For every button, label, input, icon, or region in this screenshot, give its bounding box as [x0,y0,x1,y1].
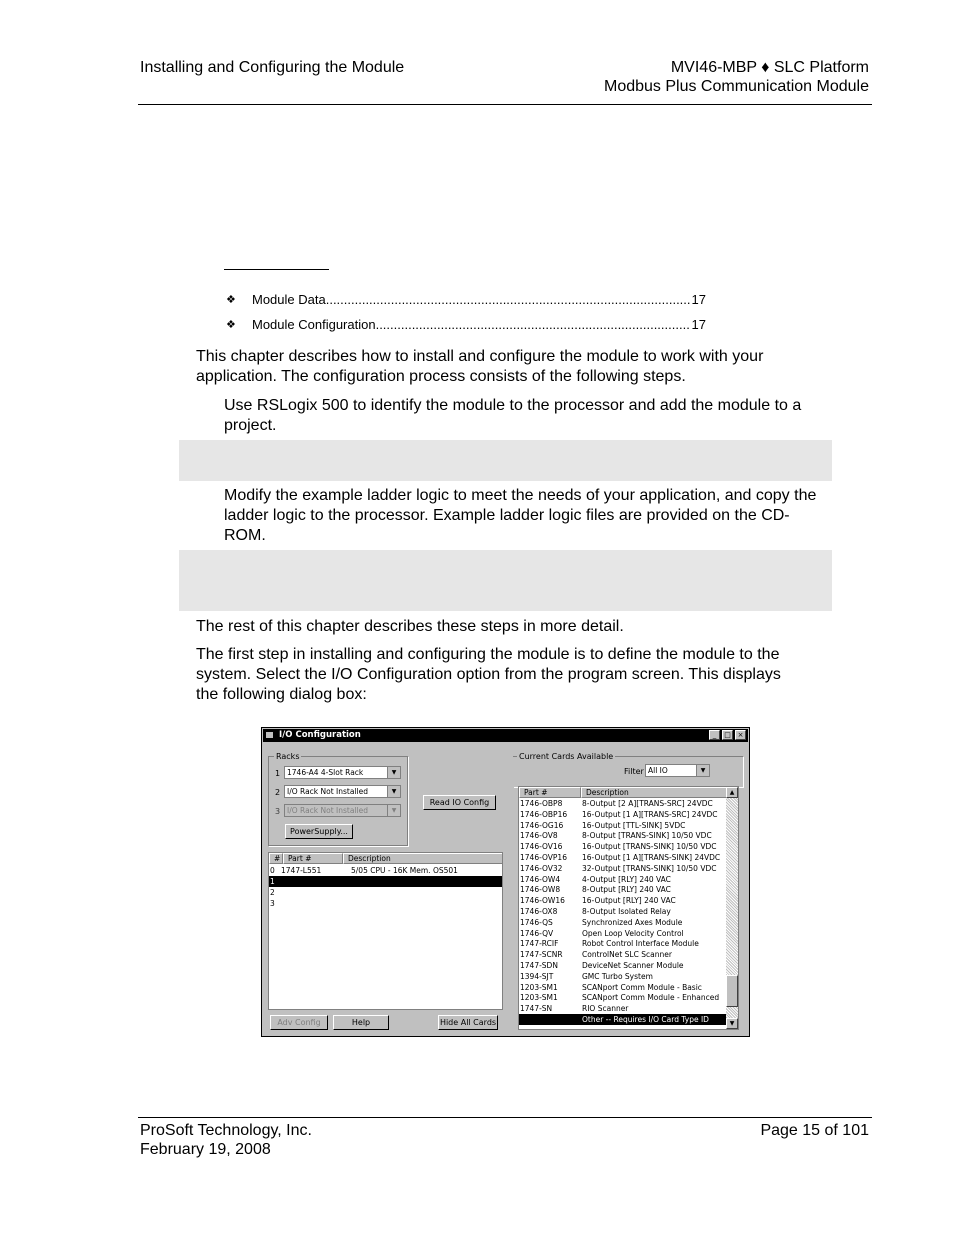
scroll-up-icon[interactable]: ▲ [726,787,738,798]
slot-number: 0 [270,866,275,875]
header-rule [138,104,872,105]
power-supply-button[interactable]: PowerSupply... [285,824,353,839]
slot-part: 1747-L551 [281,866,322,875]
table-row[interactable] [519,895,726,906]
card-part: 1747-SDN [520,961,558,970]
maximize-icon[interactable]: □ [722,730,733,740]
app-icon [266,732,273,738]
table-row[interactable] [269,876,502,887]
slot-number: 3 [270,899,275,908]
toc-page: 17 [691,292,706,307]
card-description: 16-Output [RLY] 240 VAC [582,896,676,906]
chevron-down-icon[interactable]: ▼ [387,767,400,778]
card-description: 16-Output [1 A][TRANS-SINK] 24VDC [582,853,721,862]
help-button[interactable]: Help [333,1015,389,1030]
column-header[interactable]: Part # [519,787,581,798]
card-description: 32-Output [TRANS-SINK] 10/50 VDC [582,863,717,873]
card-part: 1746-OV16 [520,842,563,852]
toc-rule [224,269,329,270]
rack-number: 3 [275,807,281,816]
card-part: 1746-OVP16 [520,853,567,862]
card-part: 1746-QV [520,928,554,938]
toc-label: Module Data [252,292,326,307]
rack-2-select[interactable] [284,785,401,798]
table-row[interactable] [519,971,726,982]
rack-3-value: I/O Rack Not Installed [287,806,368,815]
table-row[interactable] [519,949,726,960]
rack-number: 2 [275,788,281,797]
card-description: 8-Output Isolated Relay [582,907,671,916]
cards-scrollbar[interactable] [726,787,738,1029]
card-description: 4-Output [RLY] 240 VAC [582,874,671,884]
table-row[interactable] [519,809,726,820]
first-step-paragraph: The first step in installing and configuring the module is to define the module to the system. Select the I/O Configuration option from the program screen. This displays the following dialog box: [196,646,781,703]
table-row[interactable] [519,982,726,993]
card-description: SCANport Comm Module - Basic [582,982,702,992]
rack-1-value: 1746-A4 4-Slot Rack [287,768,364,777]
table-row[interactable] [519,798,726,809]
close-icon[interactable]: × [735,730,746,740]
cards-group-label: Current Cards Available [519,752,614,761]
column-header[interactable]: # [269,853,283,864]
toc-leader [326,292,690,308]
card-part: 1746-OX8 [520,907,558,916]
table-row[interactable] [519,841,726,852]
hide-all-cards-button[interactable]: Hide All Cards [438,1015,498,1030]
card-part: 1394-SJT [520,971,554,981]
table-row[interactable] [519,960,726,971]
table-row[interactable] [519,884,726,895]
card-part: 1747-SN [520,1004,553,1014]
card-part: 1746-OW4 [520,874,561,884]
card-part: 1203-SM1 [520,993,558,1003]
card-description: 16-Output [TTL-SINK] 5VDC [582,820,686,830]
toc-bullet-icon: ❖ [226,319,236,331]
header-section-title: Installing and Configuring the Module [140,59,405,76]
table-row[interactable] [519,1014,726,1025]
table-row[interactable] [519,928,726,939]
table-row[interactable] [269,865,502,876]
step-1: Use RSLogix 500 to identify the module to the processor and add the module to a project. [224,397,802,434]
chevron-down-icon[interactable]: ▼ [696,765,709,776]
card-part: 1746-OW8 [520,885,561,895]
filter-label: Filter [624,767,644,776]
table-row[interactable] [519,917,726,928]
scroll-down-icon[interactable]: ▼ [726,1018,738,1029]
card-description: 8-Output [TRANS-SINK] 10/50 VDC [582,831,712,841]
header-product: MVI46-MBP ♦ SLC Platform [670,59,869,76]
shaded-box [179,440,832,481]
card-part: 1746-QS [520,917,553,927]
slots-list[interactable] [268,852,503,1010]
minimize-icon[interactable]: _ [709,730,720,740]
rest-paragraph: The rest of this chapter describes these steps in more detail. [196,618,624,635]
scroll-thumb[interactable] [726,975,738,1007]
rack-1-select[interactable] [284,766,401,779]
column-header[interactable]: Description [581,787,728,798]
column-header[interactable]: Description [343,853,503,864]
cards-list[interactable] [518,786,739,1030]
card-description: Synchronized Axes Module [582,917,683,927]
footer-rule [138,1117,872,1118]
card-description: 8-Output [2 A][TRANS-SRC] 24VDC [582,799,713,808]
footer-date: February 19, 2008 [140,1141,271,1158]
footer-company: ProSoft Technology, Inc. [140,1122,312,1139]
card-part: 1746-OW16 [520,896,565,906]
racks-group-label: Racks [276,752,300,761]
rack-number: 1 [275,769,281,778]
card-part: 1746-OV32 [520,863,563,873]
card-part: 1746-OV8 [520,831,558,841]
chevron-down-icon: ▼ [387,805,400,816]
table-row[interactable] [519,830,726,841]
table-row[interactable] [269,898,502,909]
table-row[interactable] [519,992,726,1003]
read-io-config-button[interactable]: Read IO Config [423,795,496,810]
filter-select[interactable] [645,764,710,777]
card-part: 1746-OBP8 [520,799,563,808]
card-description: RIO Scanner [582,1004,629,1014]
table-row[interactable] [519,906,726,917]
filter-value: All IO [648,766,668,775]
rack-3-select [284,804,401,817]
toc-entry[interactable] [226,292,706,308]
card-description: Other -- Requires I/O Card Type ID [582,1015,709,1024]
toc-leader [376,317,690,333]
card-part: 1746-OBP16 [520,809,568,819]
card-description: DeviceNet Scanner Module [582,961,684,970]
card-description: GMC Turbo System [582,971,653,981]
shaded-box [179,550,832,611]
slot-description: 5/05 CPU - 16K Mem. OS501 [351,866,458,875]
dialog-title: I/O Configuration [279,730,361,740]
card-part: 1746-OG16 [520,820,564,830]
table-row[interactable] [519,1003,726,1014]
toc-entry[interactable] [226,317,706,333]
card-description: SCANport Comm Module - Enhanced [582,993,720,1003]
rack-2-value: I/O Rack Not Installed [287,787,368,796]
card-part: 1747-RCIF [520,939,559,949]
card-description: Robot Control Interface Module [582,939,699,949]
card-description: 16-Output [1 A][TRANS-SRC] 24VDC [582,809,718,819]
table-row[interactable] [519,820,726,831]
footer-page: Page 15 of 101 [760,1122,869,1139]
table-row[interactable] [519,938,726,949]
dialog-titlebar [263,729,748,742]
column-header[interactable]: Part # [283,853,343,864]
toc-page: 17 [691,317,706,332]
card-description: ControlNet SLC Scanner [582,950,672,960]
card-description: 16-Output [TRANS-SINK] 10/50 VDC [582,842,717,852]
intro-paragraph: This chapter describes how to install and configure the module to work with your application. The configuration process consists of the following steps. [196,348,764,385]
card-description: Open Loop Velocity Control [582,928,684,938]
table-row[interactable] [269,887,502,898]
table-row[interactable] [519,863,726,874]
table-row[interactable] [519,874,726,885]
card-part: 1203-SM1 [520,982,558,992]
slot-number: 1 [270,877,275,886]
slot-number: 2 [270,888,275,897]
card-description: 8-Output [RLY] 240 VAC [582,885,671,895]
chevron-down-icon[interactable]: ▼ [387,786,400,797]
adv-config-button: Adv Config [270,1015,328,1030]
toc-bullet-icon: ❖ [226,294,236,306]
header-product-subtitle: Modbus Plus Communication Module [603,78,869,95]
card-part: 1747-SCNR [520,950,563,960]
io-configuration-dialog [261,727,750,1037]
toc-label: Module Configuration [252,317,376,332]
step-2: Modify the example ladder logic to meet the needs of your application, and copy the ladder logic to the processor. Example ladder logic files are provided on the CD-ROM. [224,487,817,544]
table-row[interactable] [519,852,726,863]
